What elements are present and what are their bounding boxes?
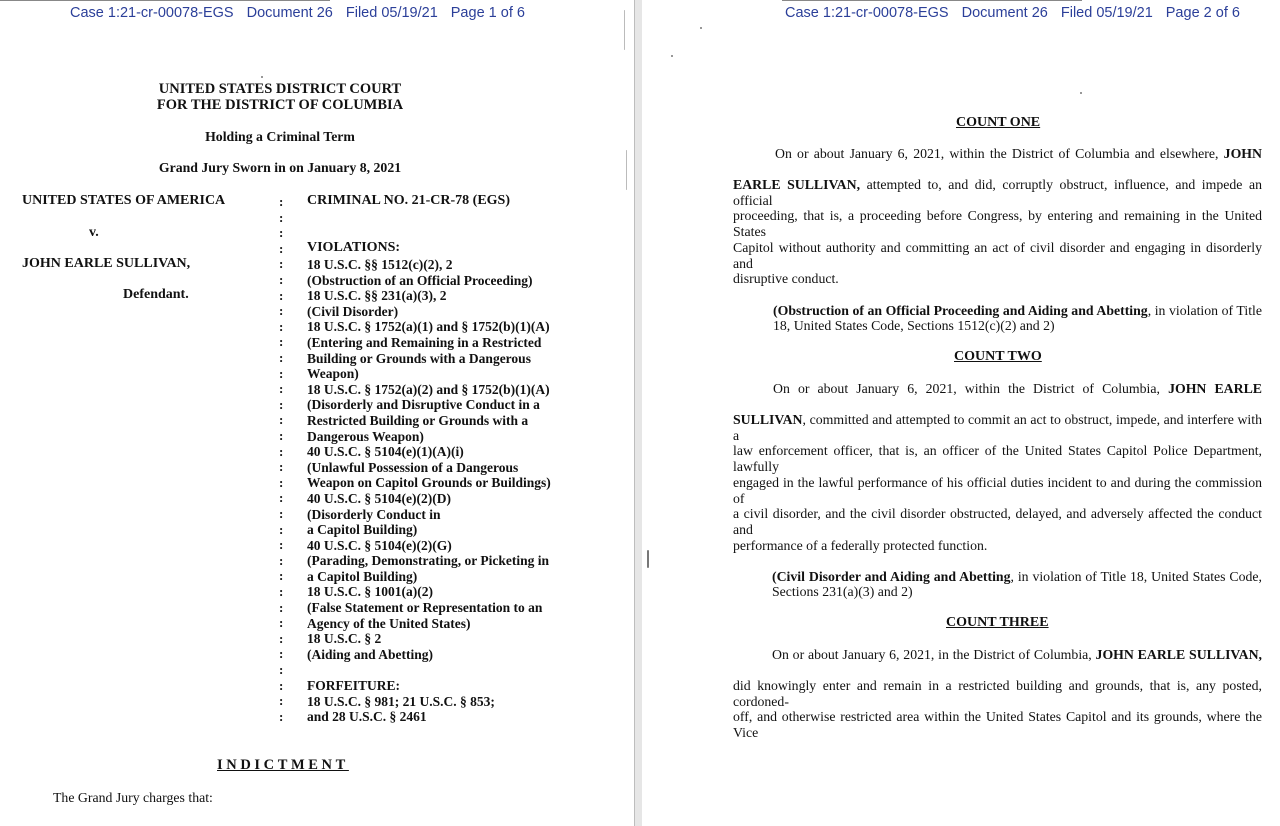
caption-colon: : <box>279 599 284 615</box>
grand-jury-charges: The Grand Jury charges that: <box>53 790 213 805</box>
caption-colon: : <box>279 521 284 537</box>
count-two-line-3: law enforcement officer, that is, an officer of the United States Capitol Police Department, lawfully <box>733 443 1262 474</box>
citation-bold: (Obstruction of an Official Proceeding and Aiding and Abetting <box>773 303 1148 318</box>
case-number: Case 1:21-cr-00078-EGS <box>785 5 949 21</box>
caption-colon: : <box>279 443 284 459</box>
caption-colon: : <box>279 568 284 584</box>
caption-colon: : <box>279 584 284 599</box>
caption-colon: : <box>279 318 284 334</box>
court-line: FOR THE DISTRICT OF COLUMBIA <box>156 96 404 113</box>
caption-colon: : <box>279 428 284 443</box>
defendant-label: Defendant. <box>123 287 189 302</box>
count-one-citation-2: 18, United States Code, Sections 1512(c)(2) and 2) <box>773 318 1055 333</box>
caption-colon: : <box>279 662 284 677</box>
ecf-header-page-2 <box>785 5 1253 21</box>
caption-colon: : <box>279 256 284 272</box>
caption-colon: : <box>279 459 284 475</box>
count-two-line-2 <box>733 412 1262 444</box>
caption-colon: : <box>279 240 284 256</box>
caption-colon: : <box>279 334 284 350</box>
violation-line: (Aiding and Abetting) <box>307 646 434 662</box>
page-edge-line <box>782 0 1082 1</box>
caption-colon: : <box>279 677 284 693</box>
count-three-line-2: did knowingly enter and remain in a restricted building and grounds, that is, any posted, cordoned- <box>733 678 1262 709</box>
count-three-text: On or about January 6, 2021, in the District of Columbia, <box>772 647 1092 662</box>
violation-line: 18 U.S.C. § 1752(a)(1) and § 1752(b)(1)(A) <box>307 319 550 335</box>
citation-text: , in violation of Title 18, United States Code, <box>1010 569 1262 584</box>
violation-line: 40 U.S.C. § 5104(e)(2)(D) <box>307 490 451 506</box>
scan-speck <box>1080 92 1082 94</box>
violations-heading: VIOLATIONS: <box>307 240 401 255</box>
scan-speck <box>700 27 702 29</box>
caption-colon: : <box>279 303 284 319</box>
violation-line: Dangerous Weapon) <box>307 428 424 444</box>
forfeiture-block <box>307 678 495 725</box>
violation-line: 18 U.S.C. §§ 231(a)(3), 2 <box>307 288 447 304</box>
count-one-text: On or about January 6, 2021, within the District of Columbia and elsewhere, <box>775 146 1219 161</box>
citation-text: , in violation of Title <box>1147 303 1262 318</box>
defendant-name: JOHN <box>1223 146 1262 161</box>
count-one-text: attempted to, and did, corruptly obstruct, influence, and impede an official <box>733 177 1262 208</box>
violations-list <box>307 257 551 662</box>
caption-colon: : <box>279 412 284 428</box>
grand-jury-line: Grand Jury Sworn in on January 8, 2021 <box>158 160 402 175</box>
count-three-line-3: off, and otherwise restricted area within the United States Capitol and its grounds, where the Vice <box>733 709 1262 740</box>
caption-colon: : <box>279 646 284 662</box>
scan-speck <box>624 10 625 50</box>
violation-line: 18 U.S.C. § 2 <box>307 631 382 647</box>
plaintiff: UNITED STATES OF AMERICA <box>22 193 226 208</box>
forfeiture-line: and 28 U.S.C. § 2461 <box>307 709 427 725</box>
caption-colon: : <box>279 490 284 506</box>
count-two-citation <box>772 569 1262 585</box>
count-two-citation-2: Sections 231(a)(3) and 2) <box>772 584 913 599</box>
violation-line: (Obstruction of an Official Proceeding) <box>307 272 533 288</box>
count-three-line-1 <box>733 647 1262 663</box>
caption-colon: : <box>279 381 284 397</box>
caption-colon: : <box>279 693 284 709</box>
violation-line: Agency of the United States) <box>307 615 471 631</box>
count-one-line-5: disruptive conduct. <box>733 271 839 286</box>
page-edge-line <box>0 0 330 1</box>
caption-colon: : <box>279 209 284 225</box>
caption-colon: : <box>279 287 284 303</box>
count-two-line-1 <box>733 381 1262 397</box>
scan-speck <box>647 550 649 568</box>
court-name <box>0 82 560 113</box>
case-number: Case 1:21-cr-00078-EGS <box>70 5 234 21</box>
document-number: Document 26 <box>246 5 333 21</box>
filed-date: Filed 05/19/21 <box>1060 5 1153 21</box>
count-two-text: , committed and attempted to commit an act to obstruct, impede, and interfere with a <box>733 412 1262 443</box>
count-one-line-3: proceeding, that is, a proceeding before Congress, by entering and remaining in the United States <box>733 208 1262 239</box>
violation-line: (False Statement or Representation to an <box>307 600 543 616</box>
scan-speck <box>626 150 627 190</box>
forfeiture-heading: FORFEITURE: <box>307 678 401 693</box>
violation-line: 18 U.S.C. § 1001(a)(2) <box>307 584 433 600</box>
defendant-name: SULLIVAN <box>733 412 803 427</box>
term-line: Holding a Criminal Term <box>205 129 355 144</box>
violation-line: 40 U.S.C. § 5104(e)(2)(G) <box>307 537 452 553</box>
court-line: UNITED STATES DISTRICT COURT <box>158 81 402 97</box>
caption-colon: : <box>279 615 284 631</box>
count-one-citation <box>773 303 1262 319</box>
count-two-text: On or about January 6, 2021, within the District of Columbia, <box>773 381 1160 396</box>
violation-line: 40 U.S.C. § 5104(e)(1)(A)(i) <box>307 444 464 460</box>
count-one-line-1 <box>733 146 1262 162</box>
violation-line: (Parading, Demonstrating, or Picketing in <box>307 553 549 569</box>
defendant-name: JOHN EARLE <box>1168 381 1263 396</box>
caption-colon: : <box>279 537 284 553</box>
page-number: Page 2 of 6 <box>1165 5 1240 21</box>
caption-colon: : <box>279 194 284 209</box>
defendant-name: JOHN EARLE SULLIVAN, <box>22 256 191 271</box>
defendant-name: JOHN EARLE SULLIVAN, <box>1095 647 1262 662</box>
violation-line: 18 U.S.C. § 1752(a)(2) and § 1752(b)(1)(A) <box>307 381 550 397</box>
versus: v. <box>89 225 99 240</box>
violation-line: Weapon on Capitol Grounds or Buildings) <box>307 475 551 491</box>
citation-bold: (Civil Disorder and Aiding and Abetting <box>772 569 1011 584</box>
violation-line: Weapon) <box>307 366 359 382</box>
violation-line: 18 U.S.C. §§ 1512(c)(2), 2 <box>307 257 453 272</box>
count-one-heading: COUNT ONE <box>956 115 1041 130</box>
violation-line: (Civil Disorder) <box>307 303 399 319</box>
document-number: Document 26 <box>961 5 1048 21</box>
count-two-line-6: performance of a federally protected function. <box>733 538 988 553</box>
caption-colon: : <box>279 396 284 412</box>
count-two-heading: COUNT TWO <box>954 349 1042 364</box>
indictment-title: INDICTMENT <box>217 757 349 773</box>
count-one-line-2 <box>733 177 1262 209</box>
page-number: Page 1 of 6 <box>450 5 525 21</box>
violation-line: (Entering and Remaining in a Restricted <box>307 334 542 350</box>
document-page-1 <box>0 0 636 826</box>
ecf-header-page-1 <box>70 5 538 21</box>
violation-line: (Disorderly Conduct in <box>307 506 441 522</box>
violation-line: Building or Grounds with a Dangerous <box>307 350 531 366</box>
scan-speck <box>261 76 263 78</box>
caption-colon: : <box>279 630 284 646</box>
count-two-line-4: engaged in the lawful performance of his official duties incident to and during the commission of <box>733 475 1262 506</box>
caption-colon: : <box>279 708 284 724</box>
caption-colon: : <box>279 365 284 381</box>
violation-line: a Capitol Building) <box>307 522 418 538</box>
caption-colon: : <box>279 552 284 568</box>
count-three-heading: COUNT THREE <box>946 615 1049 630</box>
filed-date: Filed 05/19/21 <box>345 5 438 21</box>
count-one-line-4: Capitol without authority and committing an act of civil disorder and engaging in disorderly and <box>733 240 1262 271</box>
caption-colon: : <box>279 506 284 521</box>
caption-colon: : <box>279 225 284 241</box>
violation-line: a Capitol Building) <box>307 568 418 584</box>
count-two-line-5: a civil disorder, and the civil disorder obstructed, delayed, and adversely affected the conduct and <box>733 506 1262 537</box>
caption-colon: : <box>279 350 284 365</box>
violation-line: Restricted Building or Grounds with a <box>307 412 529 428</box>
scan-speck <box>671 55 673 57</box>
caption-colon: : <box>279 272 284 287</box>
forfeiture-line: 18 U.S.C. § 981; 21 U.S.C. § 853; <box>307 693 495 709</box>
violation-line: (Disorderly and Disruptive Conduct in a <box>307 397 540 413</box>
caption-colon: : <box>279 474 284 490</box>
defendant-name: EARLE SULLIVAN, <box>733 177 861 192</box>
criminal-number: CRIMINAL NO. 21-CR-78 (EGS) <box>307 193 510 208</box>
violation-line: (Unlawful Possession of a Dangerous <box>307 459 519 475</box>
